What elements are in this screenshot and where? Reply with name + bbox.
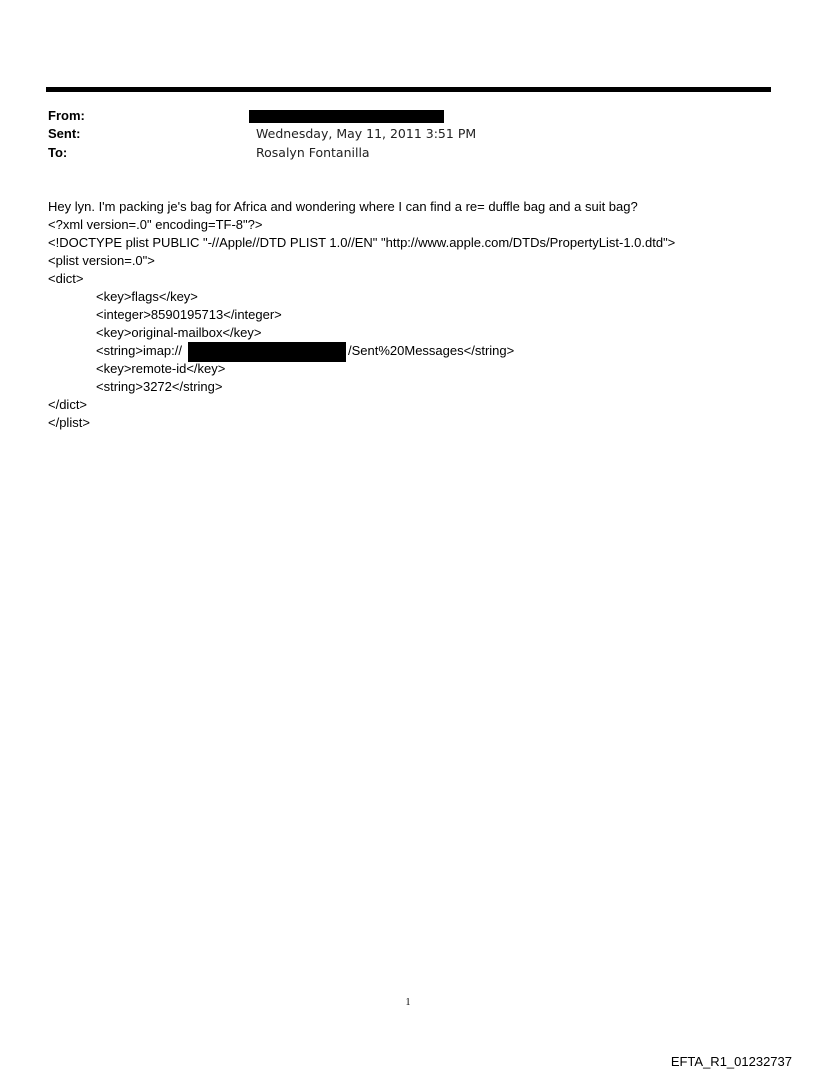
plist-close: </plist> (48, 415, 90, 430)
key-original-mailbox: <key>original-mailbox</key> (96, 325, 262, 340)
sent-value: Wednesday, May 11, 2011 3:51 PM (256, 126, 477, 141)
to-value: Rosalyn Fontanilla (256, 145, 370, 160)
header-rule (46, 87, 771, 92)
from-label: From: (48, 108, 85, 123)
redacted-from-value (249, 110, 444, 123)
redacted-imap-host (188, 342, 346, 362)
string-imap-prefix: <string>imap:// (96, 343, 182, 358)
dict-close: </dict> (48, 397, 88, 412)
plist-open: <plist version=.0"> (48, 253, 155, 268)
sent-label: Sent: (48, 126, 81, 141)
bates-number: EFTA_R1_01232737 (670, 1054, 792, 1069)
xml-declaration: <?xml version=.0" encoding=TF-8"?> (48, 217, 263, 232)
integer-flags: <integer>8590195713</integer> (96, 307, 282, 322)
key-flags: <key>flags</key> (96, 289, 198, 304)
dict-open: <dict> (48, 271, 84, 286)
string-remote-id: <string>3272</string> (96, 379, 223, 394)
message-text: Hey lyn. I'm packing je's bag for Africa and wondering where I can find a re= duffle bag and a suit bag? (48, 199, 638, 214)
to-label: To: (48, 145, 68, 160)
doctype-line: <!DOCTYPE plist PUBLIC "-//Apple//DTD PLIST 1.0//EN" "http://www.apple.com/DTDs/PropertyList-1.0.dtd"> (48, 235, 676, 250)
key-remote-id: <key>remote-id</key> (96, 361, 226, 376)
string-imap-suffix: /Sent%20Messages</string> (348, 343, 515, 358)
page-number: 1 (405, 997, 411, 1008)
